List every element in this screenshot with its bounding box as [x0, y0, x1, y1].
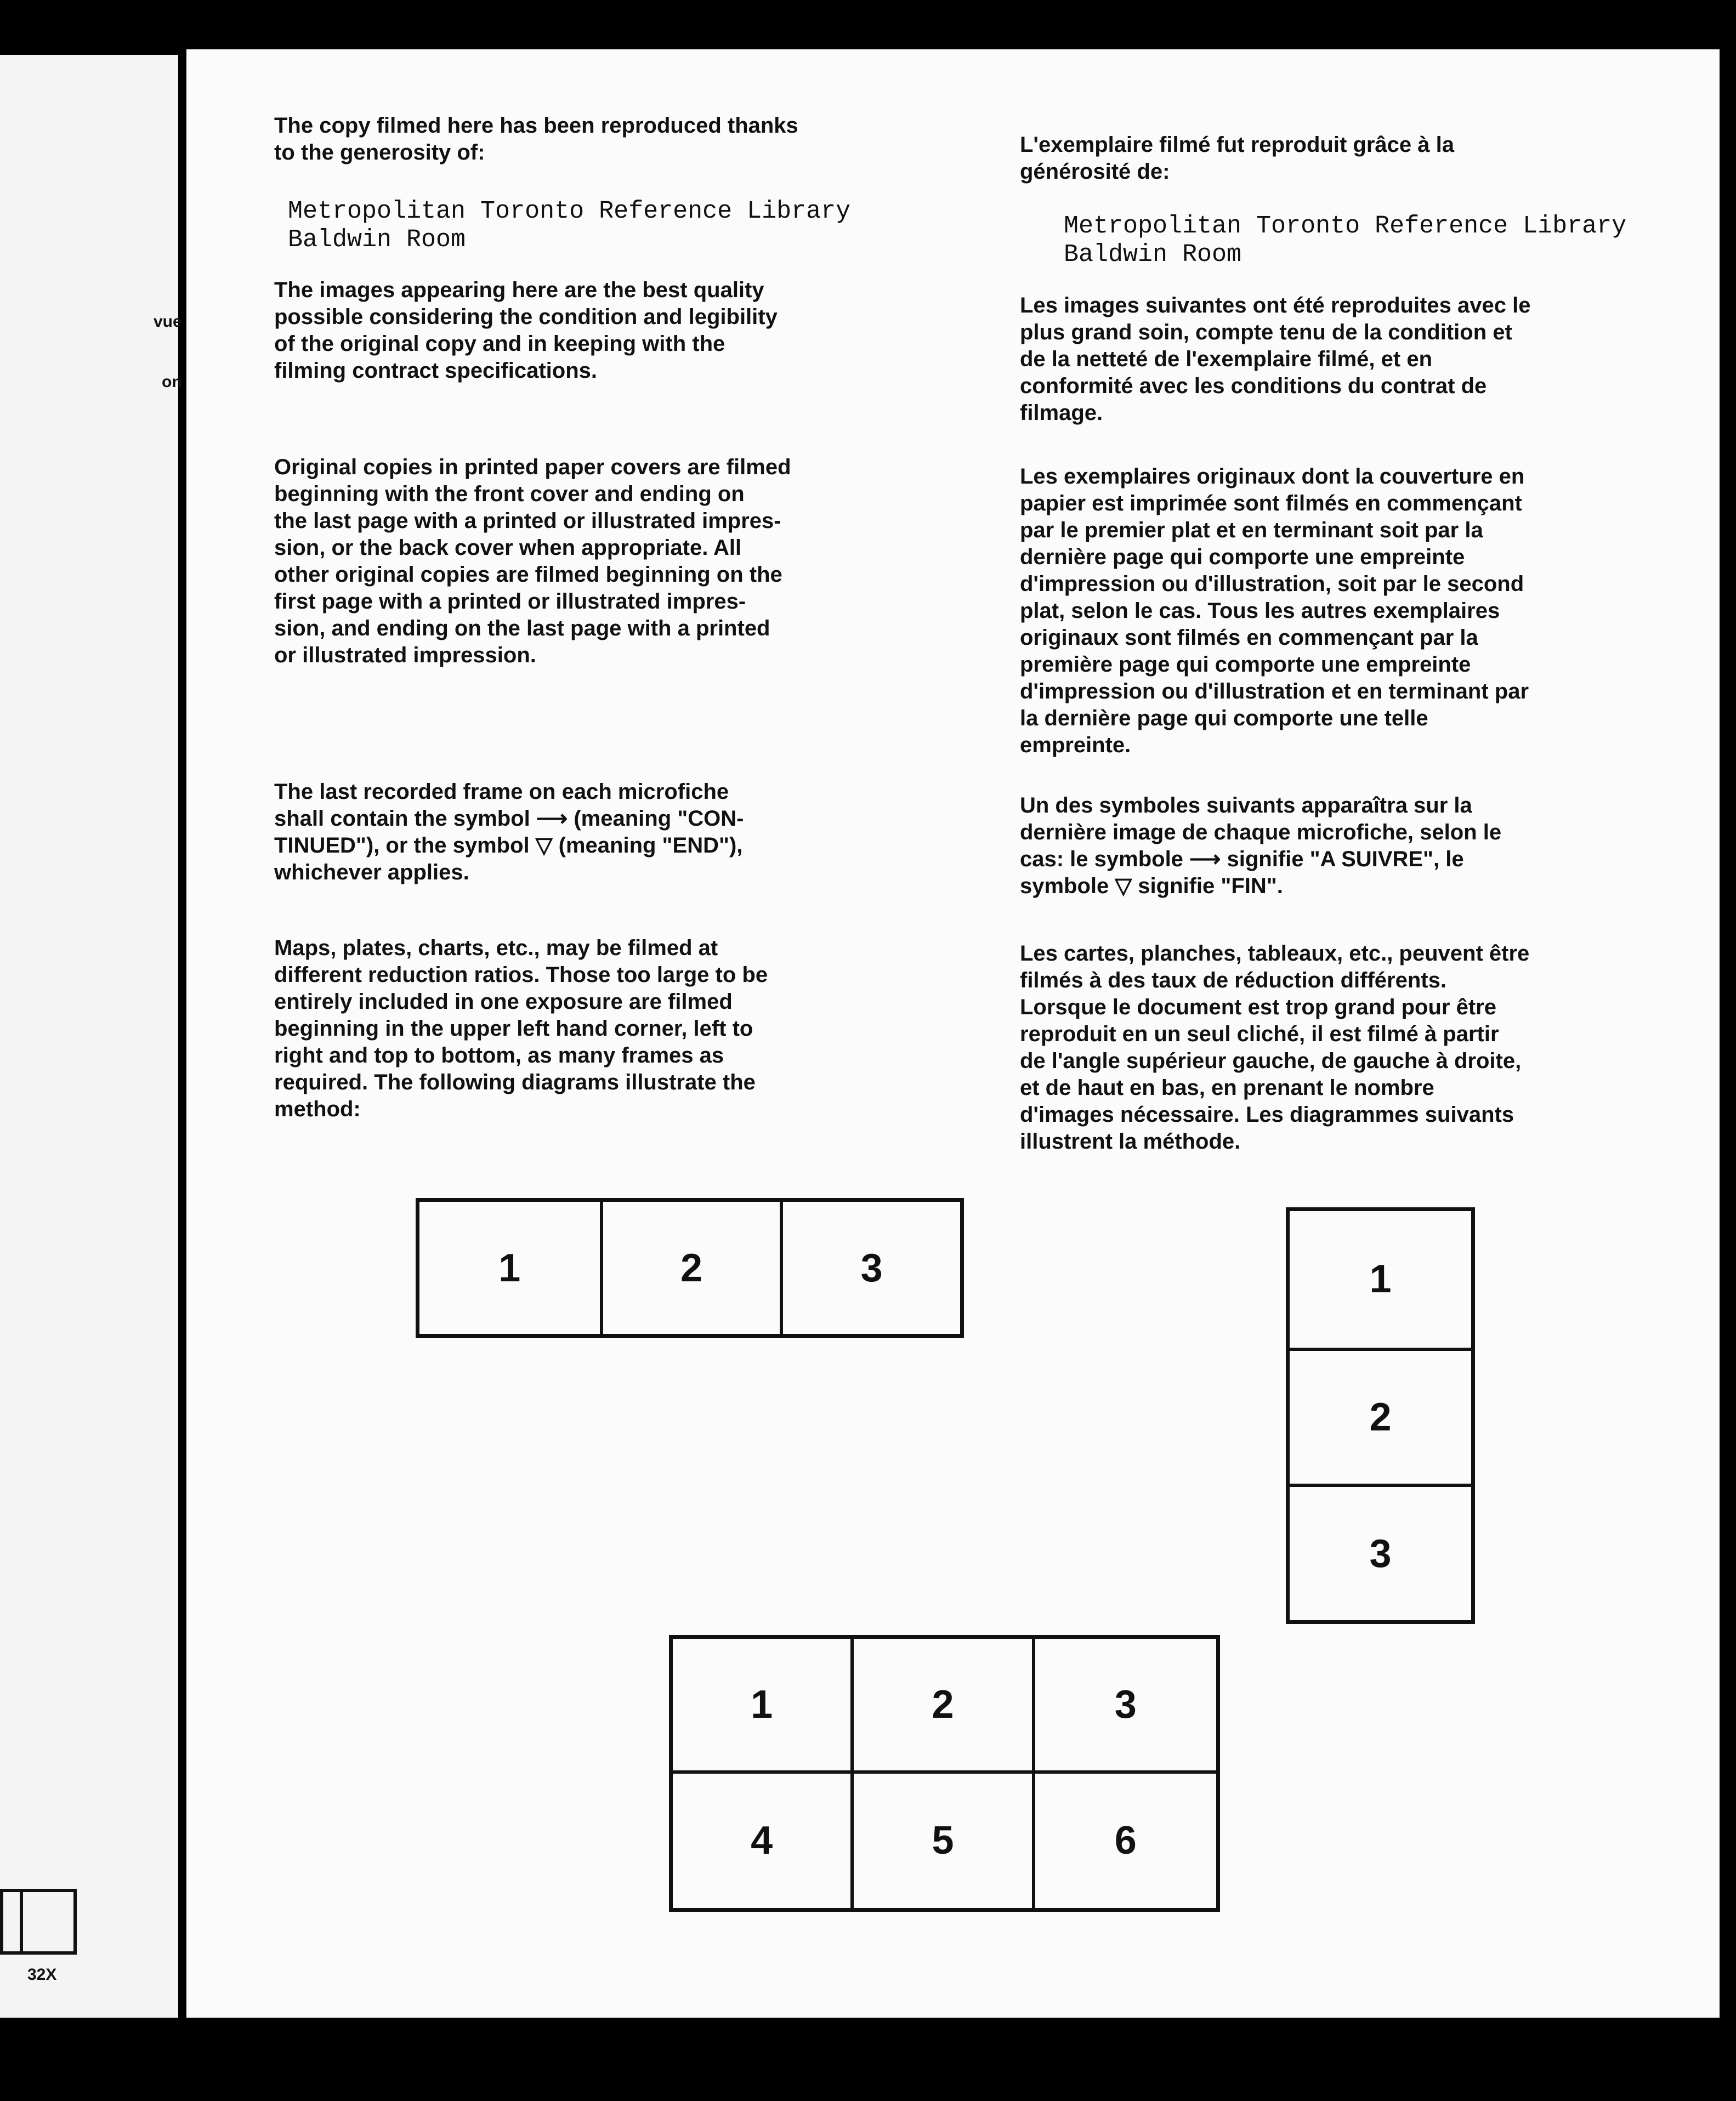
french-originals-note: Les exemplaires originaux dont la couverture en papier est imprimée sont filmés en commençant par le premier plat et en terminant soit par la dernière page qui comporte une empreinte d'impression ou d'illustration, soit par le second plat, selon le cas. Tous les autres exemplaires originaux sont filmés en commençant par la première page qui comporte une empreinte d'impression ou d'illustration et en terminant par la dernière page qui comporte une telle empreinte. — [1020, 464, 1529, 757]
diagram-grid-cell: 5 — [854, 1774, 1035, 1909]
french-library-name: Metropolitan Toronto Reference Library Baldwin Room — [1064, 212, 1627, 269]
diagram-grid-cell: 4 — [673, 1774, 854, 1909]
french-quality-note: Les images suivantes ont été reproduites avec le plus grand soin, compte tenu de la condition et de la netteté de l'exemplaire filmé, et en conformité avec les conditions du contrat de filmage. — [1020, 293, 1531, 425]
diagram-grid-cell: 3 — [1035, 1639, 1216, 1774]
diagram-grid-cell: 6 — [1114, 1819, 1137, 1863]
diagram-row-three — [416, 1198, 964, 1338]
english-library-name: Metropolitan Toronto Reference Library Baldwin Room — [288, 197, 851, 254]
diagram-grid-six — [669, 1635, 1220, 1912]
english-maps-note: Maps, plates, charts, etc., may be filmed at different reduction ratios. Those too large to be entirely included in one exposure are filmed beginning in the upper left hand corner, left to right and top to bottom, as many frames as required. The following diagrams illustrate the method: — [274, 936, 768, 1121]
reduction-target-box — [0, 1889, 77, 1955]
diagram-grid-cell: 1 — [673, 1639, 854, 1774]
diagram-row-cell: 3 — [780, 1202, 960, 1334]
diagram-grid-cell: 2 — [854, 1639, 1035, 1774]
english-quality-note: The images appearing here are the best quality possible considering the condition and legibility of the original copy and in keeping with the filming contract specifications. — [274, 278, 778, 383]
english-symbols-note: The last recorded frame on each microfiche shall contain the symbol ⟶ (meaning "CON- TINUED"), or the symbol ▽ (meaning "END"), whichever applies. — [274, 780, 744, 884]
reduction-ratio-label: 32X — [27, 1966, 57, 1984]
diagram-column-cell: 3 — [1290, 1484, 1471, 1620]
diagram-row-cell: 2 — [600, 1202, 780, 1334]
diagram-column-three — [1286, 1207, 1475, 1624]
microfiche-target-page — [186, 49, 1720, 2018]
english-thanks: The copy filmed here has been reproduced thanks to the generosity of: — [274, 113, 798, 164]
left-strip-fragment-on: on — [162, 373, 182, 391]
diagram-column-cell: 1 — [1369, 1257, 1392, 1302]
french-thanks: L'exemplaire filmé fut reproduit grâce à la générosité de: — [1020, 133, 1454, 184]
english-originals-note: Original copies in printed paper covers are filmed beginning with the front cover and ending on the last page with a printed or illustrated impres- sion, or the back cover when appropriate. All other original copies are filmed beginning on the first page with a printed or illustrated impres- sion, and ending on the last page with a printed or illustrated impression. — [274, 455, 791, 667]
french-symbols-note: Un des symboles suivants apparaîtra sur la dernière image de chaque microfiche, selon le cas: le symbole ⟶ signifie "A SUIVRE", le symbole ▽ signifie "FIN". — [1020, 793, 1502, 898]
left-page-strip — [0, 55, 182, 2018]
diagram-column-cell: 2 — [1290, 1348, 1471, 1484]
french-maps-note: Les cartes, planches, tableaux, etc., peuvent être filmés à des taux de réduction différents. Lorsque le document est trop grand pour être reproduit en un seul cliché, il est filmé à partir de l'angle supérieur gauche, de gauche à droite, et de haut en bas, en prenant le nombre d'images nécessaire. Les diagrammes suivants illustrent la méthode. — [1020, 941, 1530, 1154]
left-strip-fragment-vue: vue — [154, 313, 182, 331]
diagram-row-cell: 1 — [498, 1246, 521, 1290]
